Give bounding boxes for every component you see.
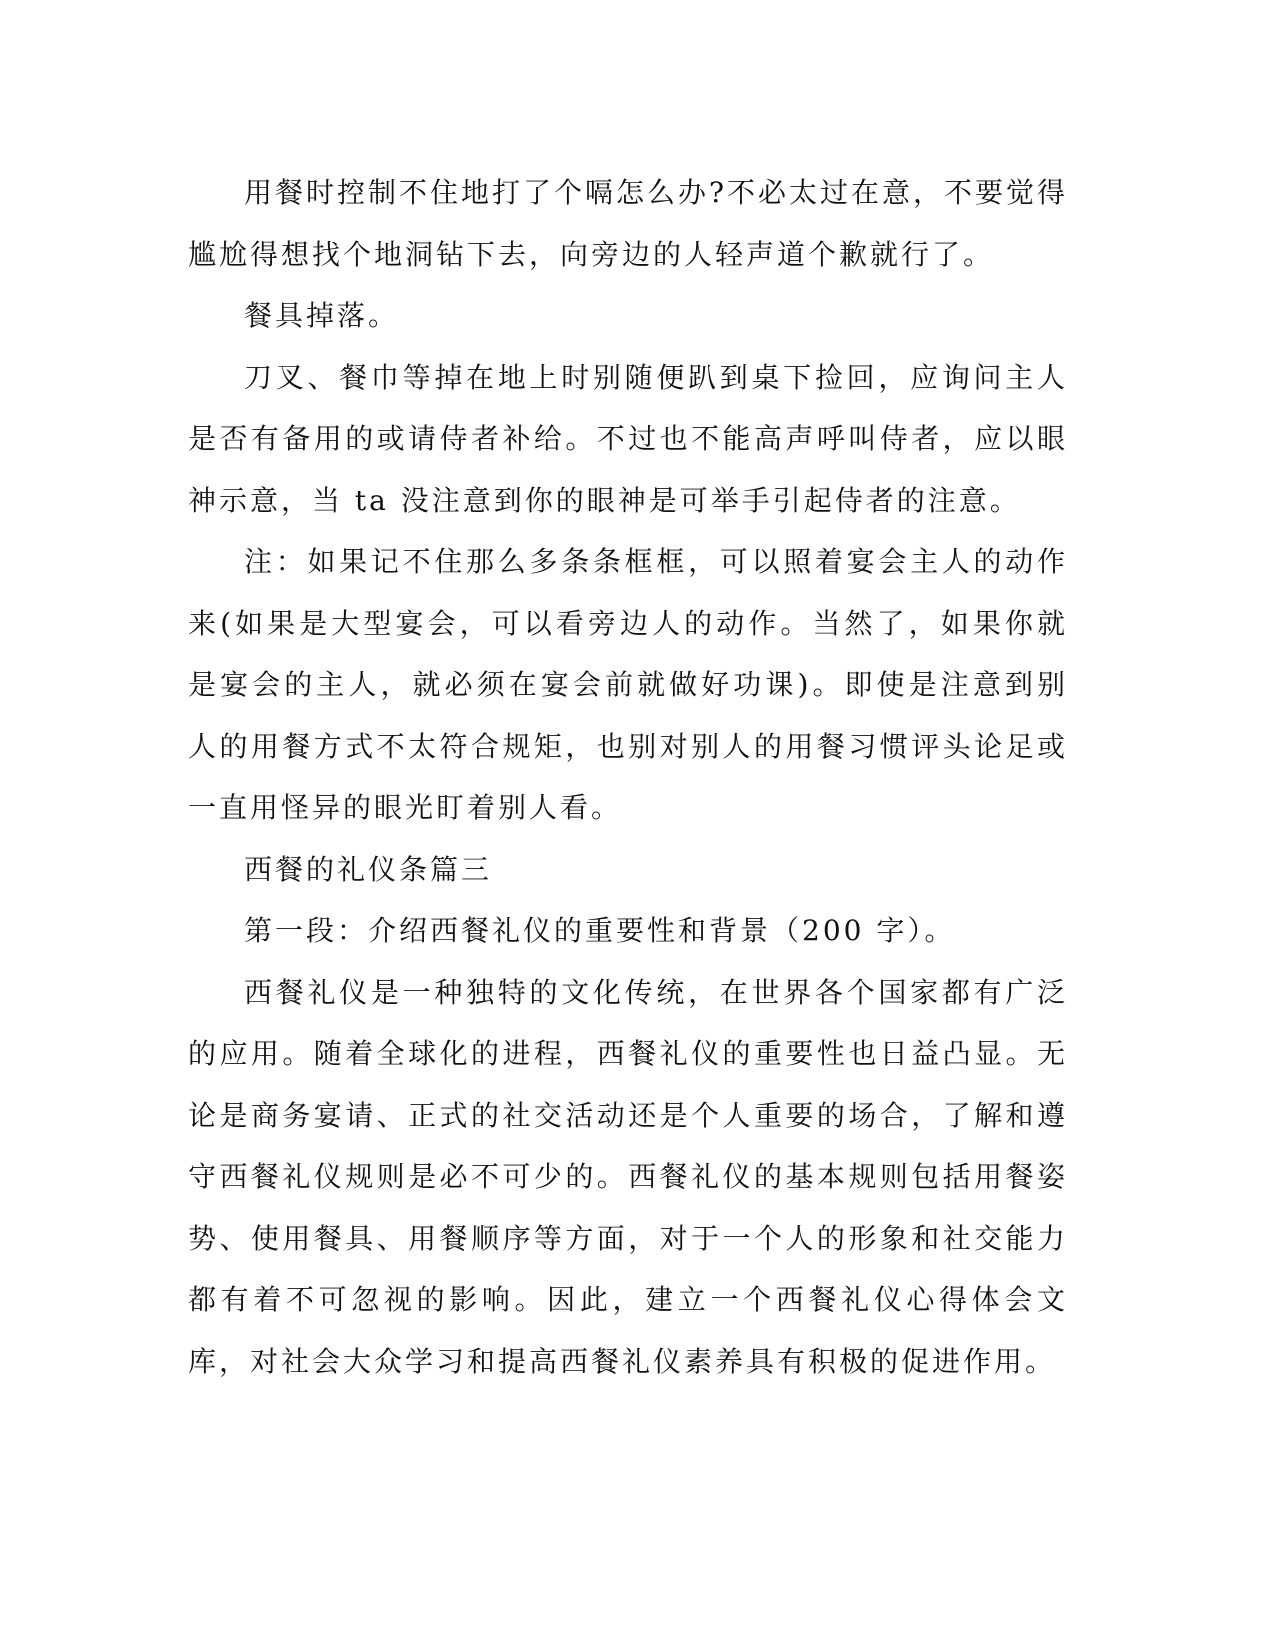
section-title: 西餐的礼仪条篇三 bbox=[244, 852, 493, 886]
paragraph-utensils-dropped: 刀叉、餐巾等掉在地上时别随便趴到桌下捡回，应询问主人是否有备用的或请侍者补给。不过也不能高声呼叫侍者，应以眼神示意，当 ta 没注意到你的眼神是可举手引起侍者的注意。 bbox=[188, 360, 1068, 517]
paragraph-section-one-heading: 第一段：介绍西餐礼仪的重要性和背景（200 字）。 bbox=[244, 914, 956, 947]
paragraph-utensils-dropped-heading: 餐具掉落。 bbox=[244, 299, 400, 332]
paragraph-burp: 用餐时控制不住地打了个嗝怎么办?不必太过在意，不要觉得尴尬得想找个地洞钻下去，向旁边的人轻声道个歉就行了。 bbox=[188, 176, 1069, 271]
paragraph-note: 注：如果记不住那么多条条框框，可以照着宴会主人的动作来(如果是大型宴会，可以看旁边人的动作。当然了，如果你就是宴会的主人，就必须在宴会前就做好功课)。即使是注意到别人的用餐方式不太符合规矩，也别对别人的用餐习惯评头论足或一直用怪异的眼光盯着别人看。 bbox=[188, 545, 1068, 824]
document-body bbox=[188, 162, 1068, 1392]
paragraph-intro: 西餐礼仪是一种独特的文化传统，在世界各个国家都有广泛的应用。随着全球化的进程，西餐礼仪的重要性也日益凸显。无论是商务宴请、正式的社交活动还是个人重要的场合，了解和遵守西餐礼仪规则是必不可少的。西餐礼仪的基本规则包括用餐姿势、使用餐具、用餐顺序等方面，对于一个人的形象和社交能力都有着不可忽视的影响。因此，建立一个西餐礼仪心得体会文库，对社会大众学习和提高西餐礼仪素养具有积极的促进作用。 bbox=[188, 975, 1068, 1378]
